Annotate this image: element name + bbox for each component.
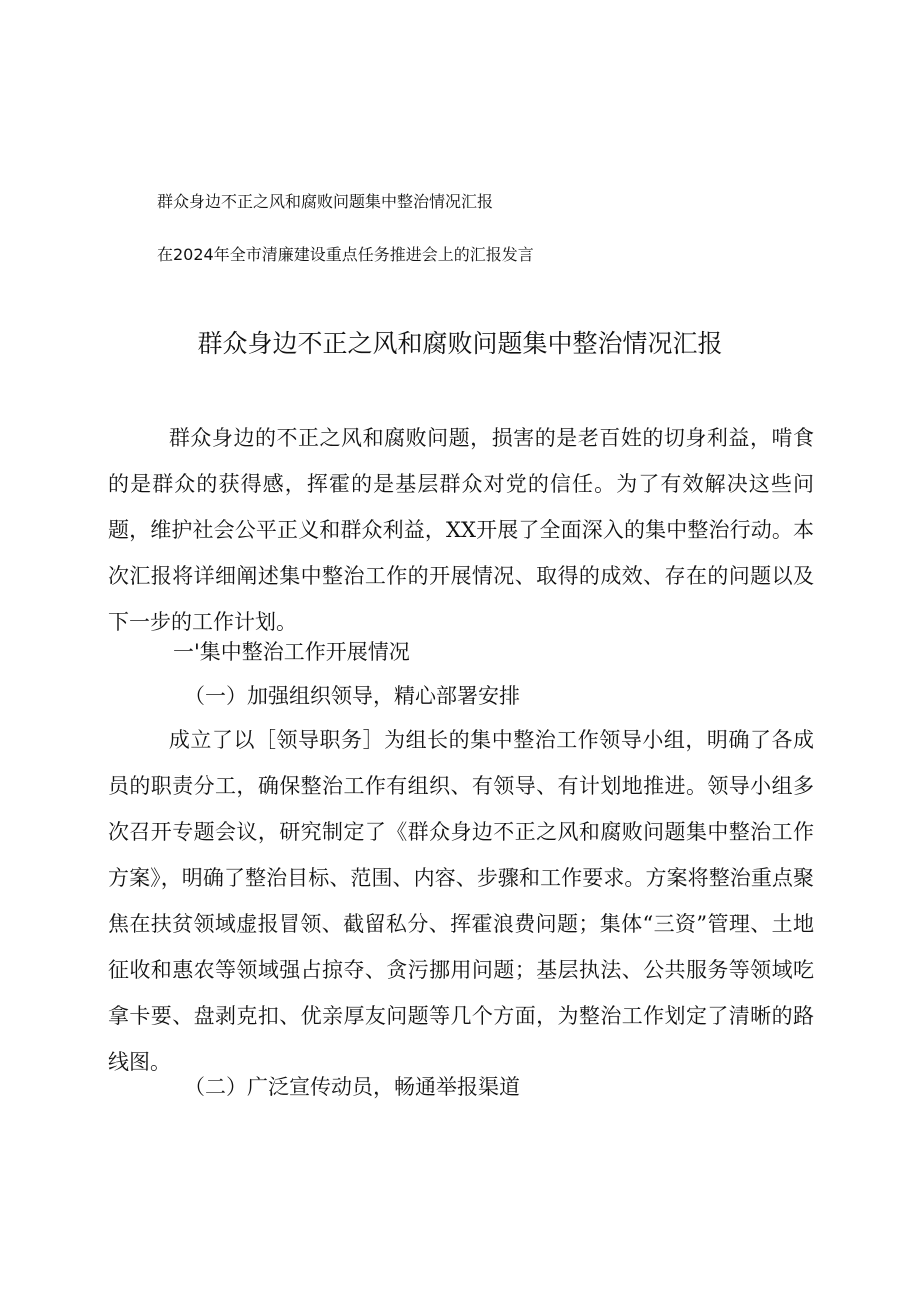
- section-heading-1: 一'集中整治工作开展情况: [173, 640, 410, 664]
- subsection-heading-1: （一）加强组织领导，精心部署安排: [184, 684, 520, 708]
- toc-line-1: 群众身边不正之风和腐败问题集中整治情况汇报: [157, 192, 494, 211]
- subsection-1-body: 成立了以［领导职务］为组长的集中整治工作领导小组，明确了各成员的职责分工，确保整治工作有组织、有领导、有计划地推进。领导小组多次召开专题会议，研究制定了《群众身边不正之风和腐败问题集中整治工作方案》，明确了整治目标、范围、内容、步骤和工作要求。方案将整治重点聚焦在扶贫领域虚报冒领、截留私分、挥霍浪费问题；集体“三资”管理、土地征收和惠农等领域强占掠夺、贪污挪用问题；基层执法、公共服务等领域吃拿卡要、盘剥克扣、优亲厚友问题等几个方面，为整治工作划定了清晰的路线图。: [108, 728, 814, 1074]
- intro-paragraph: 群众身边的不正之风和腐败问题，损害的是老百姓的切身利益，啃食的是群众的获得感，挥霍的是基层群众对党的信任。为了有效解决这些问题，维护社会公平正义和群众利益，XX开展了全面深入的集中整治行动。本次汇报将详细阐述集中整治工作的开展情况、取得的成效、存在的问题以及下一步的工作计划。: [108, 426, 814, 634]
- subsection-heading-2: （二）广泛宣传动员，畅通举报渠道: [184, 1075, 520, 1099]
- page-title: 群众身边不正之风和腐败问题集中整治情况汇报: [197, 329, 723, 358]
- toc-line-2: 在2024年全市清廉建设重点任务推进会上的汇报发言: [157, 245, 534, 264]
